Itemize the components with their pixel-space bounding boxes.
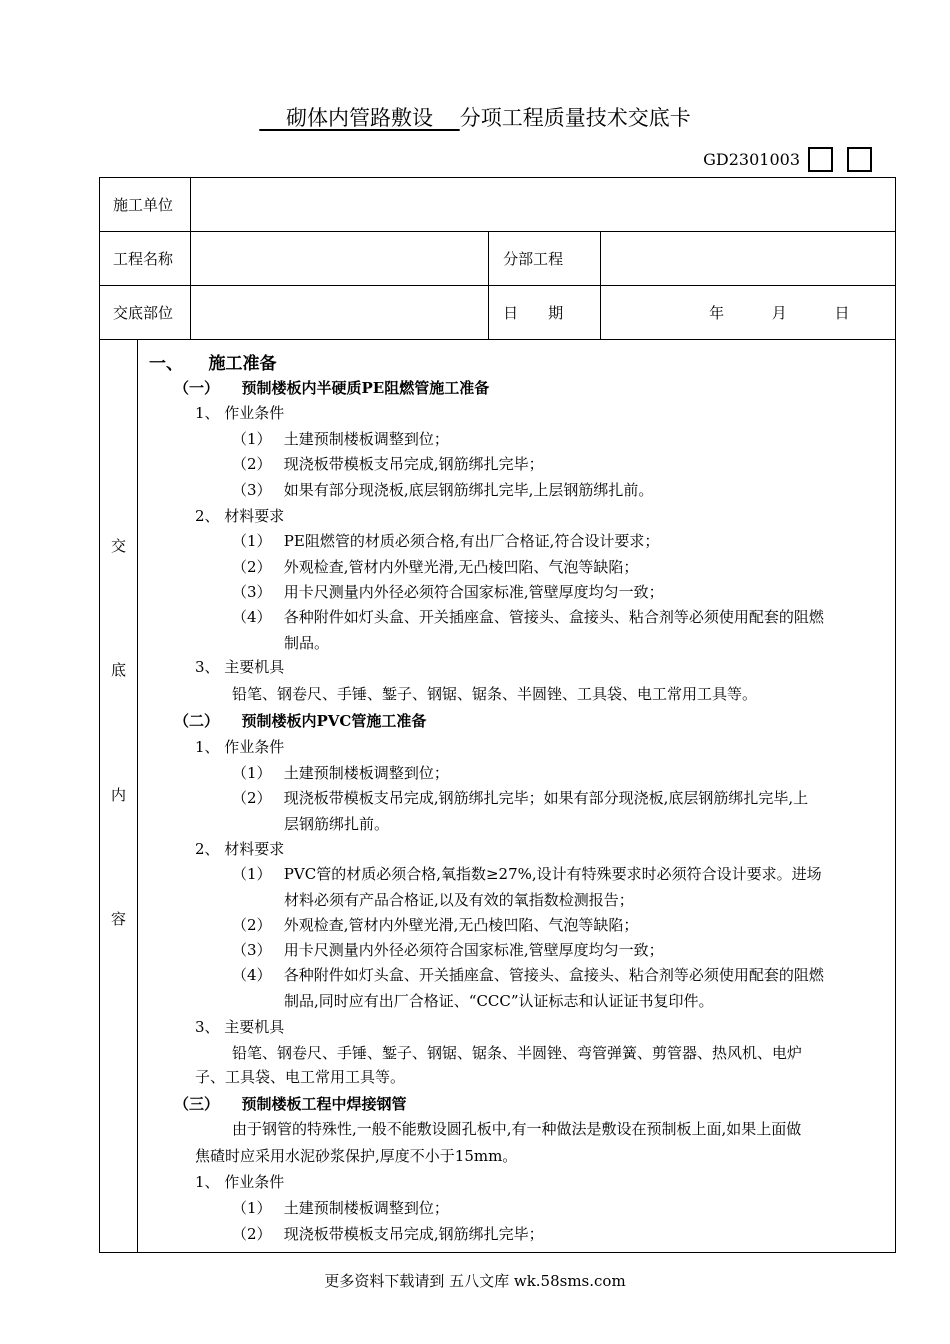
content-line: （4） 各种附件如灯头盒、开关插座盒、管接头、盒接头、粘合剂等必须使用配套的阻燃 — [232, 608, 824, 626]
project-field[interactable] — [190, 232, 488, 286]
content-line: （1） PVC管的材质必须合格,氧指数≥27%,设计有特殊要求时必须符合设计要求。进场 — [232, 865, 822, 883]
content-line: （4） 各种附件如灯头盒、开关插座盒、管接头、盒接头、粘合剂等必须使用配套的阻燃 — [232, 966, 824, 984]
content-line: 3、 主要机具 — [195, 1018, 285, 1036]
part-field[interactable] — [190, 286, 488, 340]
date-label: 日 期 — [489, 286, 601, 340]
unit-field[interactable] — [190, 178, 895, 232]
document-title — [0, 102, 950, 132]
division-label: 分部工程 — [489, 232, 601, 286]
content-line: （2） 现浇板带模板支吊完成,钢筋绑扎完毕； — [232, 1225, 544, 1243]
project-label: 工程名称 — [100, 232, 191, 286]
division-field[interactable] — [601, 232, 896, 286]
content-line: （1） 土建预制楼板调整到位； — [232, 430, 449, 448]
side-label-column — [100, 339, 138, 1252]
document-code-row — [703, 147, 872, 172]
date-field[interactable]: 年 月 日 — [601, 286, 896, 340]
content-line: （1） PE阻燃管的材质必须合格,有出厂合格证,符合设计要求； — [232, 532, 660, 550]
content-line: 制品。 — [284, 634, 330, 652]
content-line: （1） 土建预制楼板调整到位； — [232, 764, 449, 782]
title-rest: 分项工程质量技术交底卡 — [459, 106, 691, 130]
content-line: （2） 外观检查,管材内外壁光滑,无凸棱凹陷、气泡等缺陷； — [232, 916, 639, 934]
section-heading: （三） 预制楼板工程中焊接钢管 — [174, 1095, 407, 1113]
section-heading: （一） 预制楼板内半硬质PE阻燃管施工准备 — [174, 379, 490, 397]
footer-note[interactable]: 更多资料下载请到 五八文库 wk.58sms.com — [324, 1272, 626, 1290]
section-heading: （二） 预制楼板内PVC管施工准备 — [174, 712, 427, 730]
part-label: 交底部位 — [100, 286, 191, 340]
title-subject: 砌体内管路敷设 — [259, 106, 460, 130]
content-line: 层钢筋绑扎前。 — [284, 815, 390, 833]
content-line: （2） 现浇板带模板支吊完成,钢筋绑扎完毕；如果有部分现浇板,底层钢筋绑扎完毕,上 — [232, 789, 809, 807]
content-line: 焦碴时应采用水泥砂浆保护,厚度不小于15mm。 — [195, 1147, 518, 1165]
content-line: （3） 用卡尺测量内外径必须符合国家标准,管壁厚度均匀一致； — [232, 583, 664, 601]
content-line: 由于钢管的特殊性,一般不能敷设圆孔板中,有一种做法是敷设在预制板上面,如果上面做 — [232, 1120, 802, 1138]
content-line: 材料必须有产品合格证,以及有效的氧指数检测报告； — [284, 891, 634, 909]
checkbox-2[interactable] — [847, 147, 872, 172]
header-table — [99, 177, 896, 340]
content-line: （2） 外观检查,管材内外壁光滑,无凸棱凹陷、气泡等缺陷； — [232, 558, 639, 576]
side-char: 内 — [111, 786, 127, 804]
side-char: 底 — [111, 661, 127, 679]
content-line: （3） 如果有部分现浇板,底层钢筋绑扎完毕,上层钢筋绑扎前。 — [232, 481, 654, 499]
side-char: 容 — [111, 910, 127, 928]
content-line: （3） 用卡尺测量内外径必须符合国家标准,管壁厚度均匀一致； — [232, 941, 664, 959]
content-line: 铅笔、钢卷尺、手锤、錾子、钢锯、锯条、半圆锉、工具袋、电工常用工具等。 — [232, 685, 758, 703]
content-line: 1、 作业条件 — [195, 738, 285, 756]
content-line: 1、 作业条件 — [195, 404, 285, 422]
content-line: 子、工具袋、电工常用工具等。 — [195, 1068, 406, 1086]
content-line: 2、 材料要求 — [195, 840, 285, 858]
content-line: 制品,同时应有出厂合格证、“CCC”认证标志和认证证书复印件。 — [284, 992, 714, 1010]
content-line: 铅笔、钢卷尺、手锤、錾子、钢锯、锯条、半圆锉、弯管弹簧、剪管器、热风机、电炉 — [232, 1044, 803, 1062]
content-section — [99, 339, 896, 1253]
unit-label: 施工单位 — [100, 178, 191, 232]
content-line: 1、 作业条件 — [195, 1173, 285, 1191]
content-line: 3、 主要机具 — [195, 658, 285, 676]
side-char: 交 — [111, 537, 127, 555]
document-code: GD2301003 — [703, 150, 800, 169]
content-line: 2、 材料要求 — [195, 507, 285, 525]
content-line: （2） 现浇板带模板支吊完成,钢筋绑扎完毕； — [232, 455, 544, 473]
checkbox-1[interactable] — [808, 147, 833, 172]
section-heading: 一、 施工准备 — [149, 354, 277, 374]
content-line: （1） 土建预制楼板调整到位； — [232, 1199, 449, 1217]
